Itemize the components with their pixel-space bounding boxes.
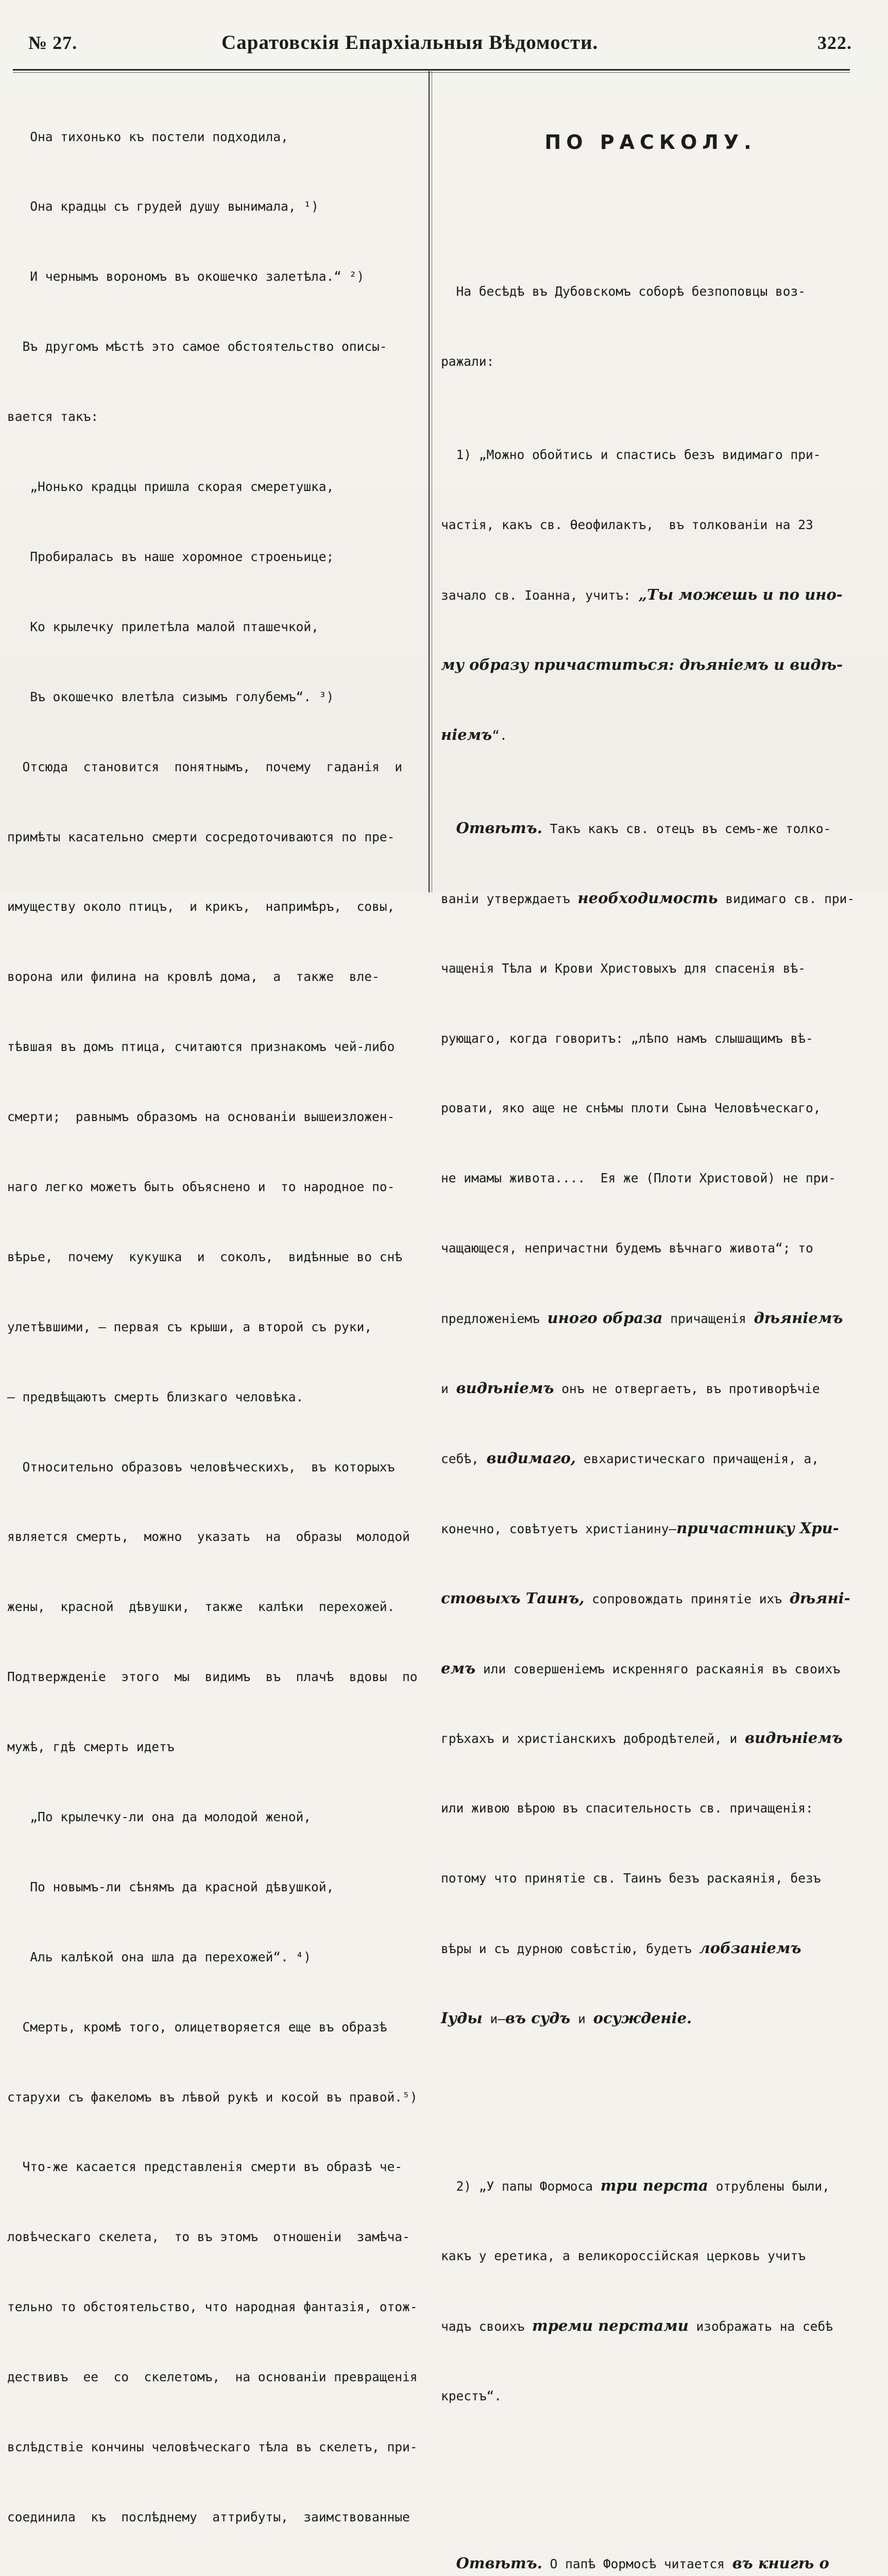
section-heading: ПО РАСКОЛУ.: [544, 130, 757, 154]
text-line: смерти; равнымъ образомъ на основаніи вышеизложен-: [7, 1109, 395, 1125]
page-header: [0, 27, 888, 58]
issue-number: № 27.: [28, 32, 78, 53]
text-run: отрублены были,: [708, 2179, 830, 2194]
italic-run: емъ: [441, 1659, 476, 1677]
text-line: [441, 653, 853, 676]
text-line: По новымъ-ли сѣнямъ да красной дѣвушкой,: [7, 1879, 334, 1894]
text-line: ворона или филина на кровлѣ дома, а также вле-: [7, 969, 380, 985]
text-run: сопровождать принятіе ихъ: [584, 1591, 790, 1606]
text-line: [441, 1726, 853, 1750]
text-line: Относительно образовъ человѣческихъ, въ которыхъ: [7, 1459, 395, 1475]
text-run: предложеніемъ: [441, 1311, 548, 1327]
text-line: дествивъ ее со скелетомъ, на основаніи превращенія: [7, 2369, 418, 2385]
text-line: вается такъ:: [7, 409, 99, 425]
italic-run: „Ты можешь и по ино-: [638, 585, 843, 603]
italic-run: видимаго,: [486, 1449, 576, 1467]
italic-run: дѣяні-: [789, 1589, 850, 1607]
text-line: [441, 583, 853, 606]
italic-run: Іуды: [441, 2009, 483, 2027]
italic-run: три перста: [600, 2177, 708, 2195]
text-line: [441, 1307, 853, 1330]
text-line: тельно то обстоятельство, что народная фантазія, отож-: [7, 2299, 418, 2315]
header-rule: [13, 69, 850, 71]
text-line: или живою вѣрою въ спасительность св. причащенія:: [441, 1801, 813, 1816]
text-run: причащенія: [662, 1311, 754, 1327]
text-line: ровати, яко аще не снѣмы плоти Сына Человѣческаго,: [441, 1100, 821, 1116]
italic-run: дѣяніемъ: [754, 1309, 843, 1327]
text-line: Въ окошечко влетѣла сизымъ голубемъ“. ³): [7, 689, 334, 704]
text-line: имуществу около птицъ, и крикъ, напримѣръ, совы,: [7, 899, 395, 914]
text-line: [441, 817, 853, 840]
text-line: старухи съ факеломъ въ лѣвой рукѣ и косой въ правой.⁵): [7, 2089, 418, 2105]
text-line: Она крадцы съ грудей душу вынимала, ¹): [7, 199, 319, 214]
text-run: и—: [482, 2011, 505, 2027]
text-line: чащающеся, непричастни будемъ вѣчнаго живота“; то: [441, 1241, 813, 1256]
text-line: „По крылечку-ли она да молодой женой,: [7, 1809, 312, 1824]
spacer: [441, 206, 853, 210]
text-line: соединила къ послѣднему аттрибуты, заимствованные: [7, 2509, 410, 2524]
text-run: и: [441, 1381, 456, 1397]
text-run: Такъ какъ св. отецъ въ семъ-же толко-: [542, 821, 831, 836]
text-line: [441, 887, 853, 910]
italic-run: стовыхъ Таинъ,: [441, 1589, 585, 1607]
text-line: Ко крылечку прилетѣла малой пташечкой,: [7, 619, 319, 634]
italic-run: причастнику Хри-: [676, 1519, 839, 1537]
text-line: мужѣ, гдѣ смерть идетъ: [7, 1739, 175, 1755]
italic-run: му образу причаститься: дѣяніемъ и видѣ-: [441, 655, 843, 673]
italic-run: треми перстами: [532, 2316, 689, 2334]
text-line: примѣты касательно смерти сосредоточиваются по пре-: [7, 829, 395, 844]
text-line: улетѣвшими, — первая съ крыши, а второй съ руки,: [7, 1319, 372, 1334]
italic-run: осужденіе.: [593, 2009, 692, 2027]
column-divider: [429, 71, 430, 892]
text-line: На бесѣдѣ въ Дубовскомъ соборѣ безпоповцы воз-: [441, 284, 806, 299]
text-run: 2) „У папы Формоса: [441, 2179, 601, 2194]
text-line: является смерть, можно указать на образы молодой: [7, 1529, 410, 1545]
left-column: [7, 78, 422, 2575]
text-line: чащенія Тѣла и Крови Христовыхъ для спасенія вѣ-: [441, 960, 806, 976]
text-line: И чернымъ ворономъ въ окошечко залетѣла.“ ²): [7, 269, 365, 284]
text-line: [441, 1517, 853, 1540]
text-run: “.: [492, 727, 507, 743]
italic-run: видѣніемъ: [456, 1379, 554, 1397]
text-run: грѣхахъ и христіанскихъ добродѣтелей, и: [441, 1731, 745, 1747]
text-run: евхаристическаго причащенія, а,: [576, 1451, 819, 1466]
text-line: рующаго, когда говоритъ: „лѣпо намъ слышащимъ вѣ-: [441, 1030, 813, 1046]
answer-label: Отвѣтъ.: [456, 2554, 542, 2572]
text-run: ваніи утверждаетъ: [441, 891, 578, 906]
journal-title: Саратовскія Епархіальныя Вѣдомости.: [221, 31, 599, 54]
text-run: вѣры и съ дурною совѣстію, будетъ: [441, 1941, 699, 1957]
text-line: жены, красной дѣвушки, также калѣки перехожей.: [7, 1599, 395, 1615]
italic-run: въ судъ: [505, 2009, 571, 2027]
text-line: Аль калѣкой она шла да перехожей“. ⁴): [7, 1949, 312, 1964]
text-run: и: [570, 2011, 593, 2027]
text-line: Она тихонько къ постели подходила,: [7, 129, 288, 144]
text-line: Отсюда становится понятнымъ, почему гаданія и: [7, 759, 403, 774]
spacer: [441, 2100, 853, 2104]
text-line: наго легко можетъ быть объяснено и то народное по-: [7, 1179, 395, 1194]
text-line: не имамы живота.... Ея же (Плоти Христовой) не при-: [441, 1171, 836, 1186]
text-line: 1) „Можно обойтись и спастись безъ видимаго при-: [441, 447, 821, 463]
text-line: вслѣдствіе кончины человѣческаго тѣла въ скелетъ, при-: [7, 2439, 418, 2454]
text-line: тѣвшая въ домъ птица, считаются признакомъ чей-либо: [7, 1039, 395, 1055]
text-line: [441, 1447, 853, 1470]
italic-run: необходимость: [577, 889, 718, 907]
text-line: [441, 723, 853, 747]
text-line: „Нонько крадцы пришла скорая смеретушка,: [7, 479, 334, 495]
text-run: себѣ,: [441, 1451, 487, 1466]
text-line: [441, 1377, 853, 1400]
text-line: Подтвержденіе этого мы видимъ въ плачѣ вдовы по: [7, 1669, 418, 1685]
text-run: онъ не отвергаетъ, въ противорѣчіе: [554, 1381, 820, 1397]
italic-run: видѣніемъ: [745, 1729, 843, 1747]
text-line: [441, 2552, 853, 2575]
text-line: — предвѣщаютъ смерть близкаго человѣка.: [7, 1389, 304, 1404]
text-line: [441, 1657, 853, 1680]
text-run: видимаго св. при-: [718, 891, 855, 906]
right-column: [441, 78, 853, 2576]
text-run: зачало св. Іоанна, учитъ:: [441, 587, 639, 603]
text-run: конечно, совѣтуетъ христіанину—: [441, 1521, 677, 1536]
answer-label: Отвѣтъ.: [456, 819, 542, 837]
text-line: [441, 2314, 853, 2337]
italic-run: въ книгѣ о: [732, 2554, 829, 2572]
text-line: ражали:: [441, 353, 494, 369]
text-line: какъ у еретика, а великороссійская церковь учитъ: [441, 2248, 806, 2264]
text-line: [441, 2174, 853, 2197]
text-line: ловѣческаго скелета, то въ этомъ отношеніи замѣча-: [7, 2229, 410, 2245]
text-run: или совершеніемъ искренняго раскаянія въ своихъ: [475, 1661, 841, 1676]
text-line: [441, 1937, 853, 1960]
text-run: чадъ своихъ: [441, 2318, 533, 2334]
italic-run: иного образа: [547, 1309, 663, 1327]
text-line: Смерть, кромѣ того, олицетворяется еще въ образѣ: [7, 2019, 387, 2035]
text-line: [441, 1587, 853, 1610]
text-line: вѣрье, почему кукушка и соколъ, видѣнные во снѣ: [7, 1249, 403, 1264]
spacer: [441, 2478, 853, 2482]
text-line: потому что принятіе св. Таинъ безъ раскаянія, безъ: [441, 1871, 821, 1886]
italic-run: ніемъ: [441, 725, 492, 743]
text-line: [441, 2007, 853, 2030]
text-line: частія, какъ св. Ѳеофилактъ, въ толкованіи на 23: [441, 517, 813, 533]
text-line: крестъ“.: [441, 2388, 502, 2403]
page-number: 322.: [817, 32, 852, 53]
text-line: Въ другомъ мѣстѣ это самое обстоятельство описы-: [7, 339, 387, 354]
text-run: изображать на себѣ: [688, 2318, 833, 2334]
italic-run: лобзаніемъ: [699, 1939, 801, 1957]
text-line: Пробиралась въ наше хоромное строеньице;: [7, 549, 334, 564]
text-line: Что-же касается представленія смерти въ образѣ че-: [7, 2159, 403, 2175]
text-run: О папѣ Формосѣ читается: [542, 2556, 732, 2571]
